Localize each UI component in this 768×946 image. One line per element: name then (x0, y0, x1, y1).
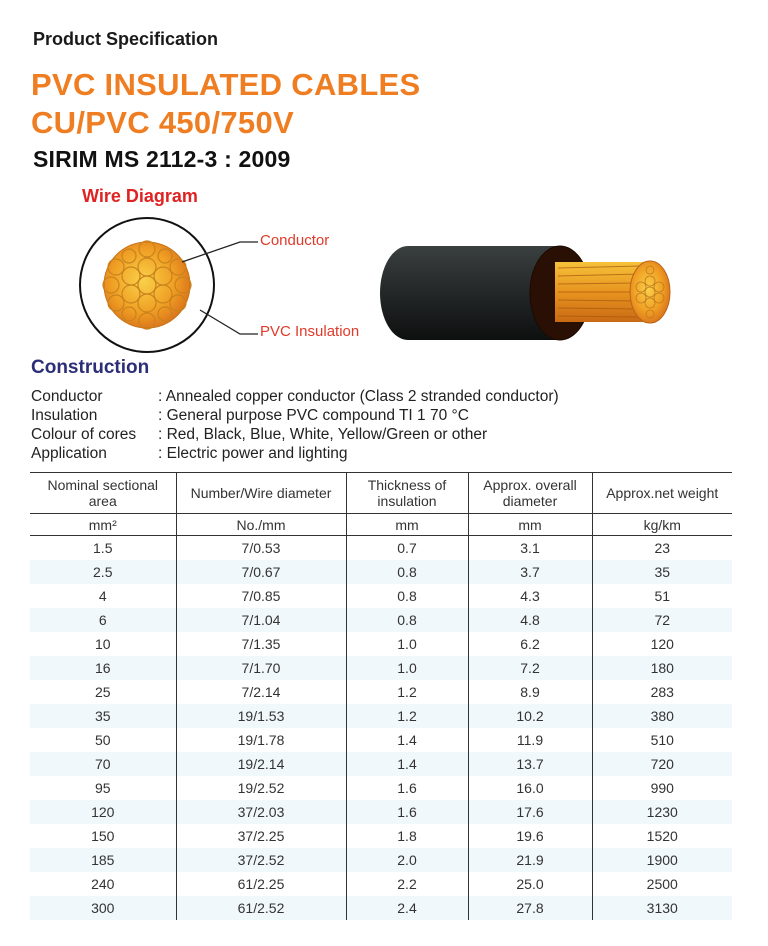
table-cell: 27.8 (468, 896, 592, 920)
table-cell: 380 (592, 704, 732, 728)
spec-value: : Annealed copper conductor (Class 2 stranded conductor) (158, 388, 559, 405)
table-cell: 11.9 (468, 728, 592, 752)
table-cell: 2.0 (346, 848, 468, 872)
table-row (30, 896, 732, 920)
spec-value: : General purpose PVC compound TI 1 70 °C (158, 407, 469, 424)
table-cell: 35 (592, 560, 732, 584)
table-cell: 4.8 (468, 608, 592, 632)
spec-key: Application (31, 445, 107, 462)
table-cell: 10.2 (468, 704, 592, 728)
table-row (30, 536, 732, 561)
table-cell: 6.2 (468, 632, 592, 656)
table-cell: 37/2.25 (176, 824, 346, 848)
header-net-weight: Approx.net weight (592, 473, 732, 514)
table-row (30, 656, 732, 680)
table-cell: 120 (30, 800, 176, 824)
table-cell: 0.8 (346, 608, 468, 632)
insulation-label: PVC Insulation (260, 323, 360, 340)
table-cell: 7/0.67 (176, 560, 346, 584)
table-cell: 2.2 (346, 872, 468, 896)
table-row (30, 608, 732, 632)
table-cell: 1.2 (346, 704, 468, 728)
table-cell: 0.7 (346, 536, 468, 561)
table-cell: 25.0 (468, 872, 592, 896)
table-row (30, 776, 732, 800)
table-row (30, 824, 732, 848)
table-cell: 6 (30, 608, 176, 632)
table-row (30, 752, 732, 776)
table-row (30, 704, 732, 728)
wire-diagram (0, 0, 768, 360)
table-cell: 35 (30, 704, 176, 728)
table-cell: 8.9 (468, 680, 592, 704)
table-row (30, 848, 732, 872)
spec-value: : Electric power and lighting (158, 445, 348, 462)
table-cell: 2.5 (30, 560, 176, 584)
table-cell: 1.4 (346, 728, 468, 752)
table-cell: 240 (91, 876, 115, 892)
table-cell: 180 (592, 656, 732, 680)
table-cell: 7/1.35 (176, 632, 346, 656)
table-cell: 120 (592, 632, 732, 656)
table-cell: 72 (592, 608, 732, 632)
table-row (30, 872, 732, 896)
header-number-wire-diameter: Number/Wire diameter (176, 473, 346, 514)
table-cell: 37/2.03 (176, 800, 346, 824)
table-cell: 1520 (592, 824, 732, 848)
spec-value: : Red, Black, Blue, White, Yellow/Green or other (158, 426, 488, 443)
cross-section-icon (80, 218, 214, 352)
table-cell: 37/2.52 (176, 848, 346, 872)
unit-cell: No./mm (176, 514, 346, 536)
table-cell: 1.8 (346, 824, 468, 848)
table-cell: 70 (30, 752, 176, 776)
table-row (30, 584, 732, 608)
table-cell: 3.7 (468, 560, 592, 584)
table-row (30, 632, 732, 656)
table-cell: 2500 (592, 872, 732, 896)
table-cell: 13.7 (468, 752, 592, 776)
table-cell: 23 (592, 536, 732, 561)
header-overall-diameter: Approx. overall diameter (468, 473, 592, 514)
conductor-label: Conductor (260, 232, 330, 249)
table-cell: 7.2 (468, 656, 592, 680)
standard-label: SIRIM MS 2112-3 : 2009 (33, 146, 291, 172)
unit-cell: mm (468, 514, 592, 536)
table-cell: 19/2.14 (176, 752, 346, 776)
table-row (30, 800, 732, 824)
table-cell: 300 (30, 896, 176, 920)
unit-cell: mm (346, 514, 468, 536)
table-cell: 4 (98, 588, 107, 604)
table-row (30, 560, 732, 584)
specification-table (30, 472, 732, 920)
title-line-2: CU/PVC 450/750V (31, 105, 294, 140)
header-nominal-area: Nominal sectional area (30, 473, 176, 514)
wire-diagram-title: Wire Diagram (82, 186, 198, 206)
table-cell: 7/0.85 (176, 584, 346, 608)
table-cell: 150 (91, 828, 115, 844)
table-cell: 283 (592, 680, 732, 704)
table-cell: 1900 (592, 848, 732, 872)
table-cell: 51 (592, 584, 732, 608)
spec-application (31, 445, 348, 463)
table-cell: 1.4 (346, 752, 468, 776)
table-row (30, 680, 732, 704)
table-cell: 50 (94, 732, 111, 748)
table-cell: 0.8 (346, 584, 468, 608)
table-cell: 16 (30, 656, 176, 680)
header-thickness: Thickness of insulation (346, 473, 468, 514)
construction-title: Construction (31, 357, 150, 378)
unit-cell: kg/km (592, 514, 732, 536)
table-cell: 19/2.52 (176, 776, 346, 800)
table-cell: 3.1 (468, 536, 592, 561)
table-header-row (30, 473, 732, 514)
table-cell: 7/0.53 (176, 536, 346, 561)
table-cell: 1.6 (346, 776, 468, 800)
table-cell: 19/1.78 (176, 728, 346, 752)
spec-key: Insulation (31, 407, 98, 424)
table-cell: 1.5 (93, 540, 113, 556)
table-cell: 1.6 (346, 800, 468, 824)
table-cell: 1.0 (346, 632, 468, 656)
spec-key: Colour of cores (31, 426, 137, 443)
table-cell: 990 (592, 776, 732, 800)
table-cell: 1230 (592, 800, 732, 824)
spec-insulation (31, 407, 469, 425)
table-cell: 185 (30, 848, 176, 872)
table-cell: 17.6 (468, 800, 592, 824)
table-cell: 19/1.53 (176, 704, 346, 728)
table-cell: 510 (592, 728, 732, 752)
table-cell: 4.3 (468, 584, 592, 608)
title-line-1: PVC INSULATED CABLES (31, 67, 421, 102)
pre-title: Product Specification (33, 29, 219, 49)
table-cell: 720 (592, 752, 732, 776)
table-cell: 0.8 (346, 560, 468, 584)
spec-key: Conductor (31, 388, 103, 405)
table-cell: 1.2 (346, 680, 468, 704)
table-row (30, 728, 732, 752)
table-cell: 61/2.25 (176, 872, 346, 896)
spec-conductor (31, 388, 559, 406)
table-cell: 7/2.14 (176, 680, 346, 704)
cable-illustration (380, 246, 670, 340)
unit-cell: mm² (30, 514, 176, 536)
table-cell: 10 (94, 636, 111, 652)
table-cell: 19.6 (468, 824, 592, 848)
table-body (30, 536, 732, 921)
table-cell: 2.4 (346, 896, 468, 920)
table-cell: 3130 (592, 896, 732, 920)
table-cell: 7/1.04 (176, 608, 346, 632)
table-cell: 61/2.52 (176, 896, 346, 920)
spec-colour-of-cores (31, 426, 487, 444)
table-cell: 7/1.70 (176, 656, 346, 680)
table-cell: 16.0 (468, 776, 592, 800)
table-cell: 95 (94, 780, 111, 796)
table-cell: 21.9 (468, 848, 592, 872)
table-cell: 25 (94, 684, 111, 700)
table-cell: 1.0 (346, 656, 468, 680)
table-units-row (30, 514, 732, 536)
